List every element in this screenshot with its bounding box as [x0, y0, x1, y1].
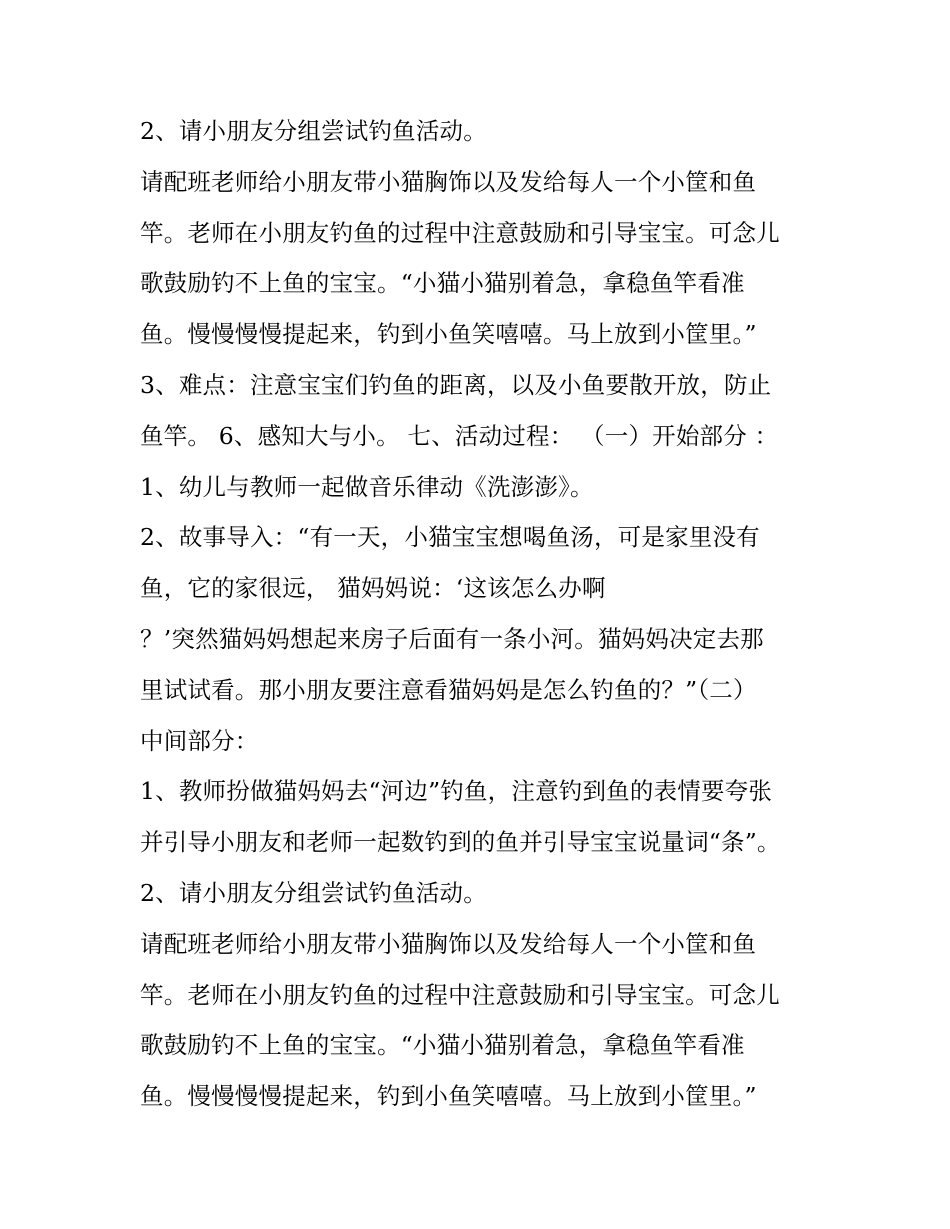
text-line: 1、幼儿与教师一起做音乐律动《洗澎澎》。	[140, 472, 594, 501]
text-line: 竿。老师在小朋友钓鱼的过程中注意鼓励和引导宝宝。可念儿	[140, 980, 780, 1009]
text-line: 3、难点：注意宝宝们钓鱼的距离，以及小鱼要散开放，防止	[140, 370, 772, 399]
text-line: 1、教师扮做猫妈妈去“河边”钓鱼，注意钓到鱼的表情要夸张	[140, 777, 773, 806]
text-line: 中间部分：	[140, 726, 259, 755]
text-line: 竿。老师在小朋友钓鱼的过程中注意鼓励和引导宝宝。可念儿	[140, 218, 780, 247]
text-line: 鱼，它的家很远， 猫妈妈说：‘这该怎么办啊	[140, 574, 606, 603]
document-body	[140, 106, 840, 1122]
text-line: 2、请小朋友分组尝试钓鱼活动。	[140, 117, 487, 145]
text-line: 2、请小朋友分组尝试钓鱼活动。	[140, 878, 487, 907]
text-line: 鱼。慢慢慢慢提起来，钓到小鱼笑嘻嘻。马上放到小筐里。”	[140, 320, 757, 349]
text-line: 歌鼓励钓不上鱼的宝宝。“小猫小猫别着急，拿稳鱼竿看准	[140, 269, 745, 298]
text-line: 并引导小朋友和老师一起数钓到的鱼并引导宝宝说量词“条”。	[140, 828, 781, 857]
text-line: ？’突然猫妈妈想起来房子后面有一条小河。猫妈妈决定去那	[140, 624, 764, 653]
text-line: 里试试看。那小朋友要注意看猫妈妈是怎么钓鱼的？”（二）	[140, 675, 757, 704]
text-line: 请配班老师给小朋友带小猫胸饰以及发给每人一个小筐和鱼	[140, 167, 757, 196]
text-line: 鱼。慢慢慢慢提起来，钓到小鱼笑嘻嘻。马上放到小筐里。”	[140, 1082, 757, 1111]
text-line: 歌鼓励钓不上鱼的宝宝。“小猫小猫别着急，拿稳鱼竿看准	[140, 1031, 745, 1060]
text-line: 请配班老师给小朋友带小猫胸饰以及发给每人一个小筐和鱼	[140, 929, 757, 958]
text-line: 鱼竿。 6、感知大与小。 七、活动过程： （一）开始部分 ：	[140, 421, 779, 450]
text-line: 2、故事导入：“有一天，小猫宝宝想喝鱼汤，可是家里没有	[140, 523, 760, 552]
